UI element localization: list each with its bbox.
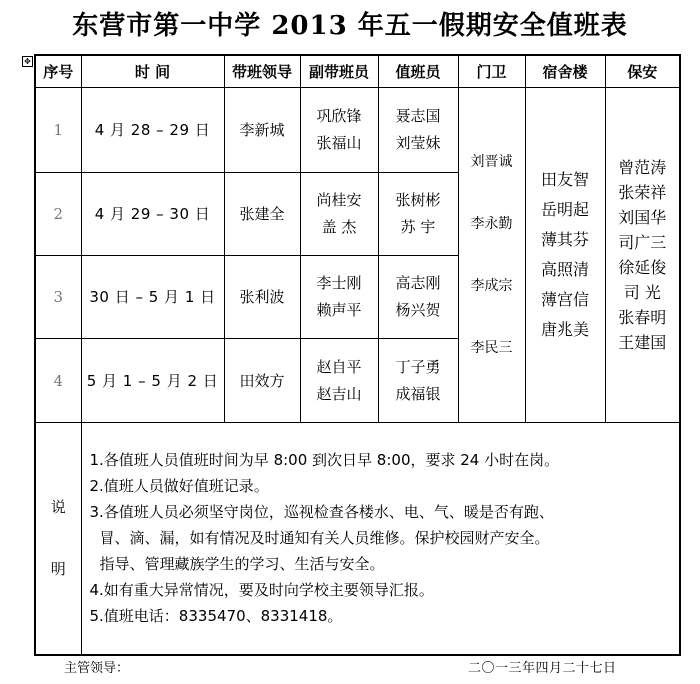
note-line: 指导、管理藏族学生的学习、生活与安全。 <box>99 555 385 574</box>
deputy-name: 赵吉山 <box>316 384 362 403</box>
deputy-name: 盖 杰 <box>321 218 357 236</box>
header-cell: 副带班员 <box>300 55 378 88</box>
staff-name: 聂志国 <box>395 107 441 125</box>
table-move-handle-icon[interactable]: ✥ <box>22 56 33 67</box>
security-name: 张春明 <box>618 308 667 327</box>
header-row <box>35 55 680 88</box>
header-cell: 宿舍楼 <box>525 55 605 88</box>
deputy-name: 赵自平 <box>316 357 362 376</box>
table-row <box>35 88 680 173</box>
header-cell: 序号 <box>35 55 81 88</box>
deputy-cell <box>300 256 378 339</box>
dorm-staff-name: 薄其芬 <box>540 230 589 249</box>
security-name: 司 光 <box>623 283 661 302</box>
gate-guards-cell <box>458 88 525 423</box>
staff-cell <box>378 88 458 173</box>
row-number: 2 <box>35 173 81 256</box>
note-line: 冒、滴、漏，如有情况及时通知有关人员维修。保护校园财产安全。 <box>99 529 550 548</box>
security-name: 刘国华 <box>618 208 667 227</box>
notes-row <box>35 423 680 655</box>
note-line: 3.各值班人员必须坚守岗位，巡视检查各楼水、电、气、暖是否有跑、 <box>89 503 554 522</box>
explain-char: 说 <box>50 498 66 517</box>
staff-name: 高志刚 <box>395 274 441 292</box>
duty-time: 5 月 1 – 5 月 2 日 <box>81 339 224 423</box>
dorm-staff-cell <box>525 88 605 423</box>
dorm-staff-name: 田友智 <box>540 170 589 189</box>
header-cell: 带班领导 <box>224 55 300 88</box>
lead-name: 田效方 <box>224 339 300 423</box>
staff-name: 杨兴贺 <box>395 301 441 319</box>
row-number: 1 <box>35 88 81 173</box>
dorm-staff-name: 岳明起 <box>540 200 589 219</box>
note-line: 1.各值班人员值班时间为早 8:00 到次日早 8:00，要求 24 小时在岗。 <box>89 451 560 470</box>
header-cell: 时 间 <box>81 55 224 88</box>
staff-name: 丁子勇 <box>395 357 441 376</box>
staff-cell <box>378 256 458 339</box>
security-cell <box>605 88 680 423</box>
document-date: 二〇一三年四月二十七日 <box>468 661 617 676</box>
security-name: 王建国 <box>618 333 667 352</box>
gate-guard-name: 李成宗 <box>470 278 513 294</box>
gate-guard-name: 李永勤 <box>470 216 513 232</box>
staff-name: 张树彬 <box>395 191 441 209</box>
dorm-staff-name: 唐兆美 <box>540 320 589 339</box>
staff-name: 刘莹妹 <box>395 134 441 152</box>
security-name: 张荣祥 <box>618 183 667 202</box>
deputy-name: 李士刚 <box>316 274 362 292</box>
deputy-cell <box>300 339 378 423</box>
row-number: 4 <box>35 339 81 423</box>
deputy-name: 赖声平 <box>316 301 362 319</box>
note-line: 5.值班电话：8335470、8331418。 <box>89 607 343 626</box>
deputy-name: 尚桂安 <box>316 191 362 209</box>
header-cell: 门卫 <box>458 55 525 88</box>
notes-cell <box>81 423 680 655</box>
duty-table <box>34 54 681 656</box>
supervisor-label: 主管领导： <box>64 661 130 676</box>
header-cell: 保安 <box>605 55 680 88</box>
note-line: 4.如有重大异常情况，要及时向学校主要领导汇报。 <box>89 581 434 600</box>
page-title: 东营市第一中学 2013 年五一假期安全值班表 <box>72 11 628 41</box>
security-name: 徐延俊 <box>618 258 667 277</box>
lead-name: 张利波 <box>224 256 300 339</box>
explain-label <box>35 423 81 655</box>
deputy-name: 张福山 <box>316 134 362 152</box>
staff-name: 苏 宇 <box>400 218 436 236</box>
dorm-staff-name: 高照清 <box>540 260 589 279</box>
explain-char: 明 <box>50 560 66 579</box>
deputy-name: 巩欣锋 <box>316 107 362 125</box>
gate-guard-name: 刘晋诚 <box>470 154 513 170</box>
duty-time: 4 月 28 – 29 日 <box>81 88 224 173</box>
staff-cell <box>378 339 458 423</box>
dorm-staff-name: 薄宫信 <box>540 290 589 309</box>
note-line: 2.值班人员做好值班记录。 <box>89 477 269 496</box>
header-cell: 值班员 <box>378 55 458 88</box>
lead-name: 张建全 <box>224 173 300 256</box>
deputy-cell <box>300 173 378 256</box>
row-number: 3 <box>35 256 81 339</box>
staff-cell <box>378 173 458 256</box>
lead-name: 李新城 <box>224 88 300 173</box>
staff-name: 成福银 <box>395 384 441 403</box>
gate-guard-name: 李民三 <box>470 340 513 356</box>
security-name: 曾范涛 <box>618 158 667 177</box>
duty-time: 30 日 – 5 月 1 日 <box>81 256 224 339</box>
deputy-cell <box>300 88 378 173</box>
security-name: 司广三 <box>618 233 667 252</box>
duty-time: 4 月 29 – 30 日 <box>81 173 224 256</box>
